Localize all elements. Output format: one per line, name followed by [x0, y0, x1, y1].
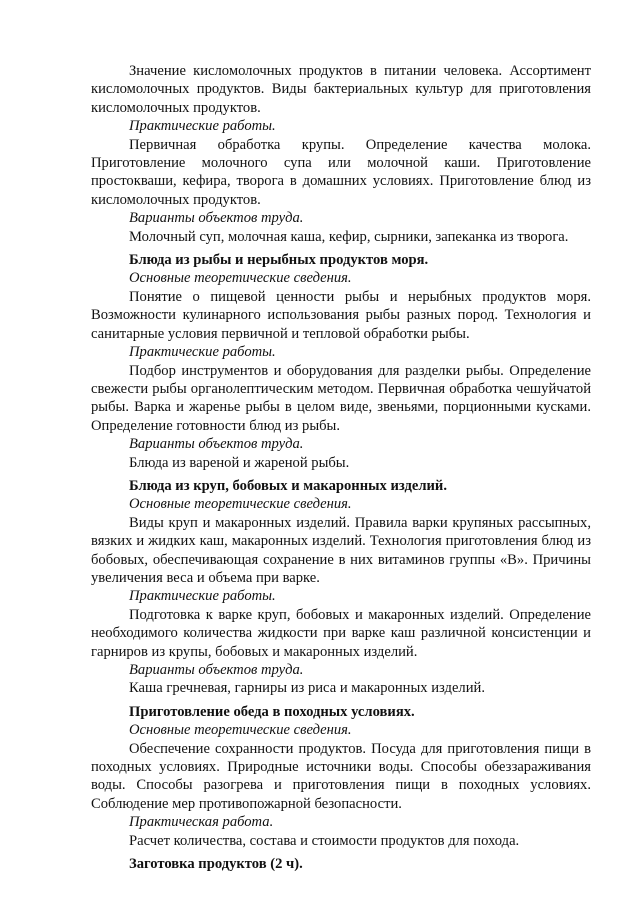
paragraph-grains-theory: Виды круп и макаронных изделий. Правила варки крупяных рассыпных, вязких и жидких каш, макаронных изделий. Технология приготовления блюд из бобовых, обеспечивающая сохранение в них витаминов группы «В». Причины увеличения веса и объема при варке.: [91, 514, 591, 586]
subheading-work-objects: Варианты объектов труда.: [129, 436, 304, 453]
subheading-practical-works: Практические работы.: [129, 344, 276, 361]
section-heading-camping: Приготовление обеда в походных условиях.: [129, 703, 415, 720]
paragraph-fish-objects: Блюда из вареной и жареной рыбы.: [129, 454, 350, 471]
paragraph-grains-practical: Подготовка к варке круп, бобовых и макаронных изделий. Определение необходимого количества жидкости при варке каш различной консистенции и гарниров из крупы, бобовых и макаронных изделий.: [91, 606, 591, 660]
section-heading-fish: Блюда из рыбы и нерыбных продуктов моря.: [129, 252, 429, 269]
subheading-theory: Основные теоретические сведения.: [129, 722, 352, 739]
section-heading-preserving: Заготовка продуктов (2 ч).: [129, 856, 303, 873]
subheading-work-objects: Варианты объектов труда.: [129, 210, 304, 227]
subheading-practical-work: Практическая работа.: [129, 814, 274, 831]
paragraph-dairy-objects: Молочный суп, молочная каша, кефир, сырники, запеканка из творога.: [129, 228, 569, 245]
subheading-work-objects: Варианты объектов труда.: [129, 662, 304, 678]
section-heading-grains: Блюда из круп, бобовых и макаронных изделий.: [129, 477, 447, 494]
document-page: [91, 62, 591, 873]
subheading-practical-works: Практические работы.: [129, 588, 276, 605]
paragraph-dairy-practical: Первичная обработка крупы. Определение качества молока. Приготовление молочного супа или молочной каши. Приготовление простокваши, кефира, творога в домашних условиях. Приготовление блюд из кисломолочных продуктов.: [91, 136, 591, 208]
paragraph-grains-objects: Каша гречневая, гарниры из риса и макаронных изделий.: [129, 680, 485, 697]
paragraph-dairy-intro: Значение кисломолочных продуктов в питании человека. Ассортимент кисломолочных продуктов. Виды бактериальных культур для приготовления кисломолочных продуктов.: [91, 63, 591, 116]
paragraph-camping-practical: Расчет количества, состава и стоимости продуктов для похода.: [129, 832, 520, 849]
paragraph-fish-practical: Подбор инструментов и оборудования для разделки рыбы. Определение свежести рыбы органолептическим методом. Первичная обработка чешуйчатой рыбы. Варка и жаренье рыбы в целом виде, звеньями, порционными кусками. Определение готовности блюд из рыбы.: [91, 362, 591, 434]
subheading-practical-works: Практические работы.: [129, 118, 276, 135]
subheading-theory: Основные теоретические сведения.: [129, 270, 352, 287]
paragraph-camping-theory: Обеспечение сохранности продуктов. Посуда для приготовления пищи в походных условиях. Природные источники воды. Способы обеззараживания воды. Способы разогрева и приготовления пищи в походных условиях. Соблюдение мер противопожарной безопасности.: [91, 740, 591, 812]
paragraph-fish-theory: Понятие о пищевой ценности рыбы и нерыбных продуктов моря. Возможности кулинарного использования рыбы разных пород. Технология и санитарные условия первичной и тепловой обработки рыбы.: [91, 288, 591, 342]
subheading-theory: Основные теоретические сведения.: [129, 496, 352, 513]
